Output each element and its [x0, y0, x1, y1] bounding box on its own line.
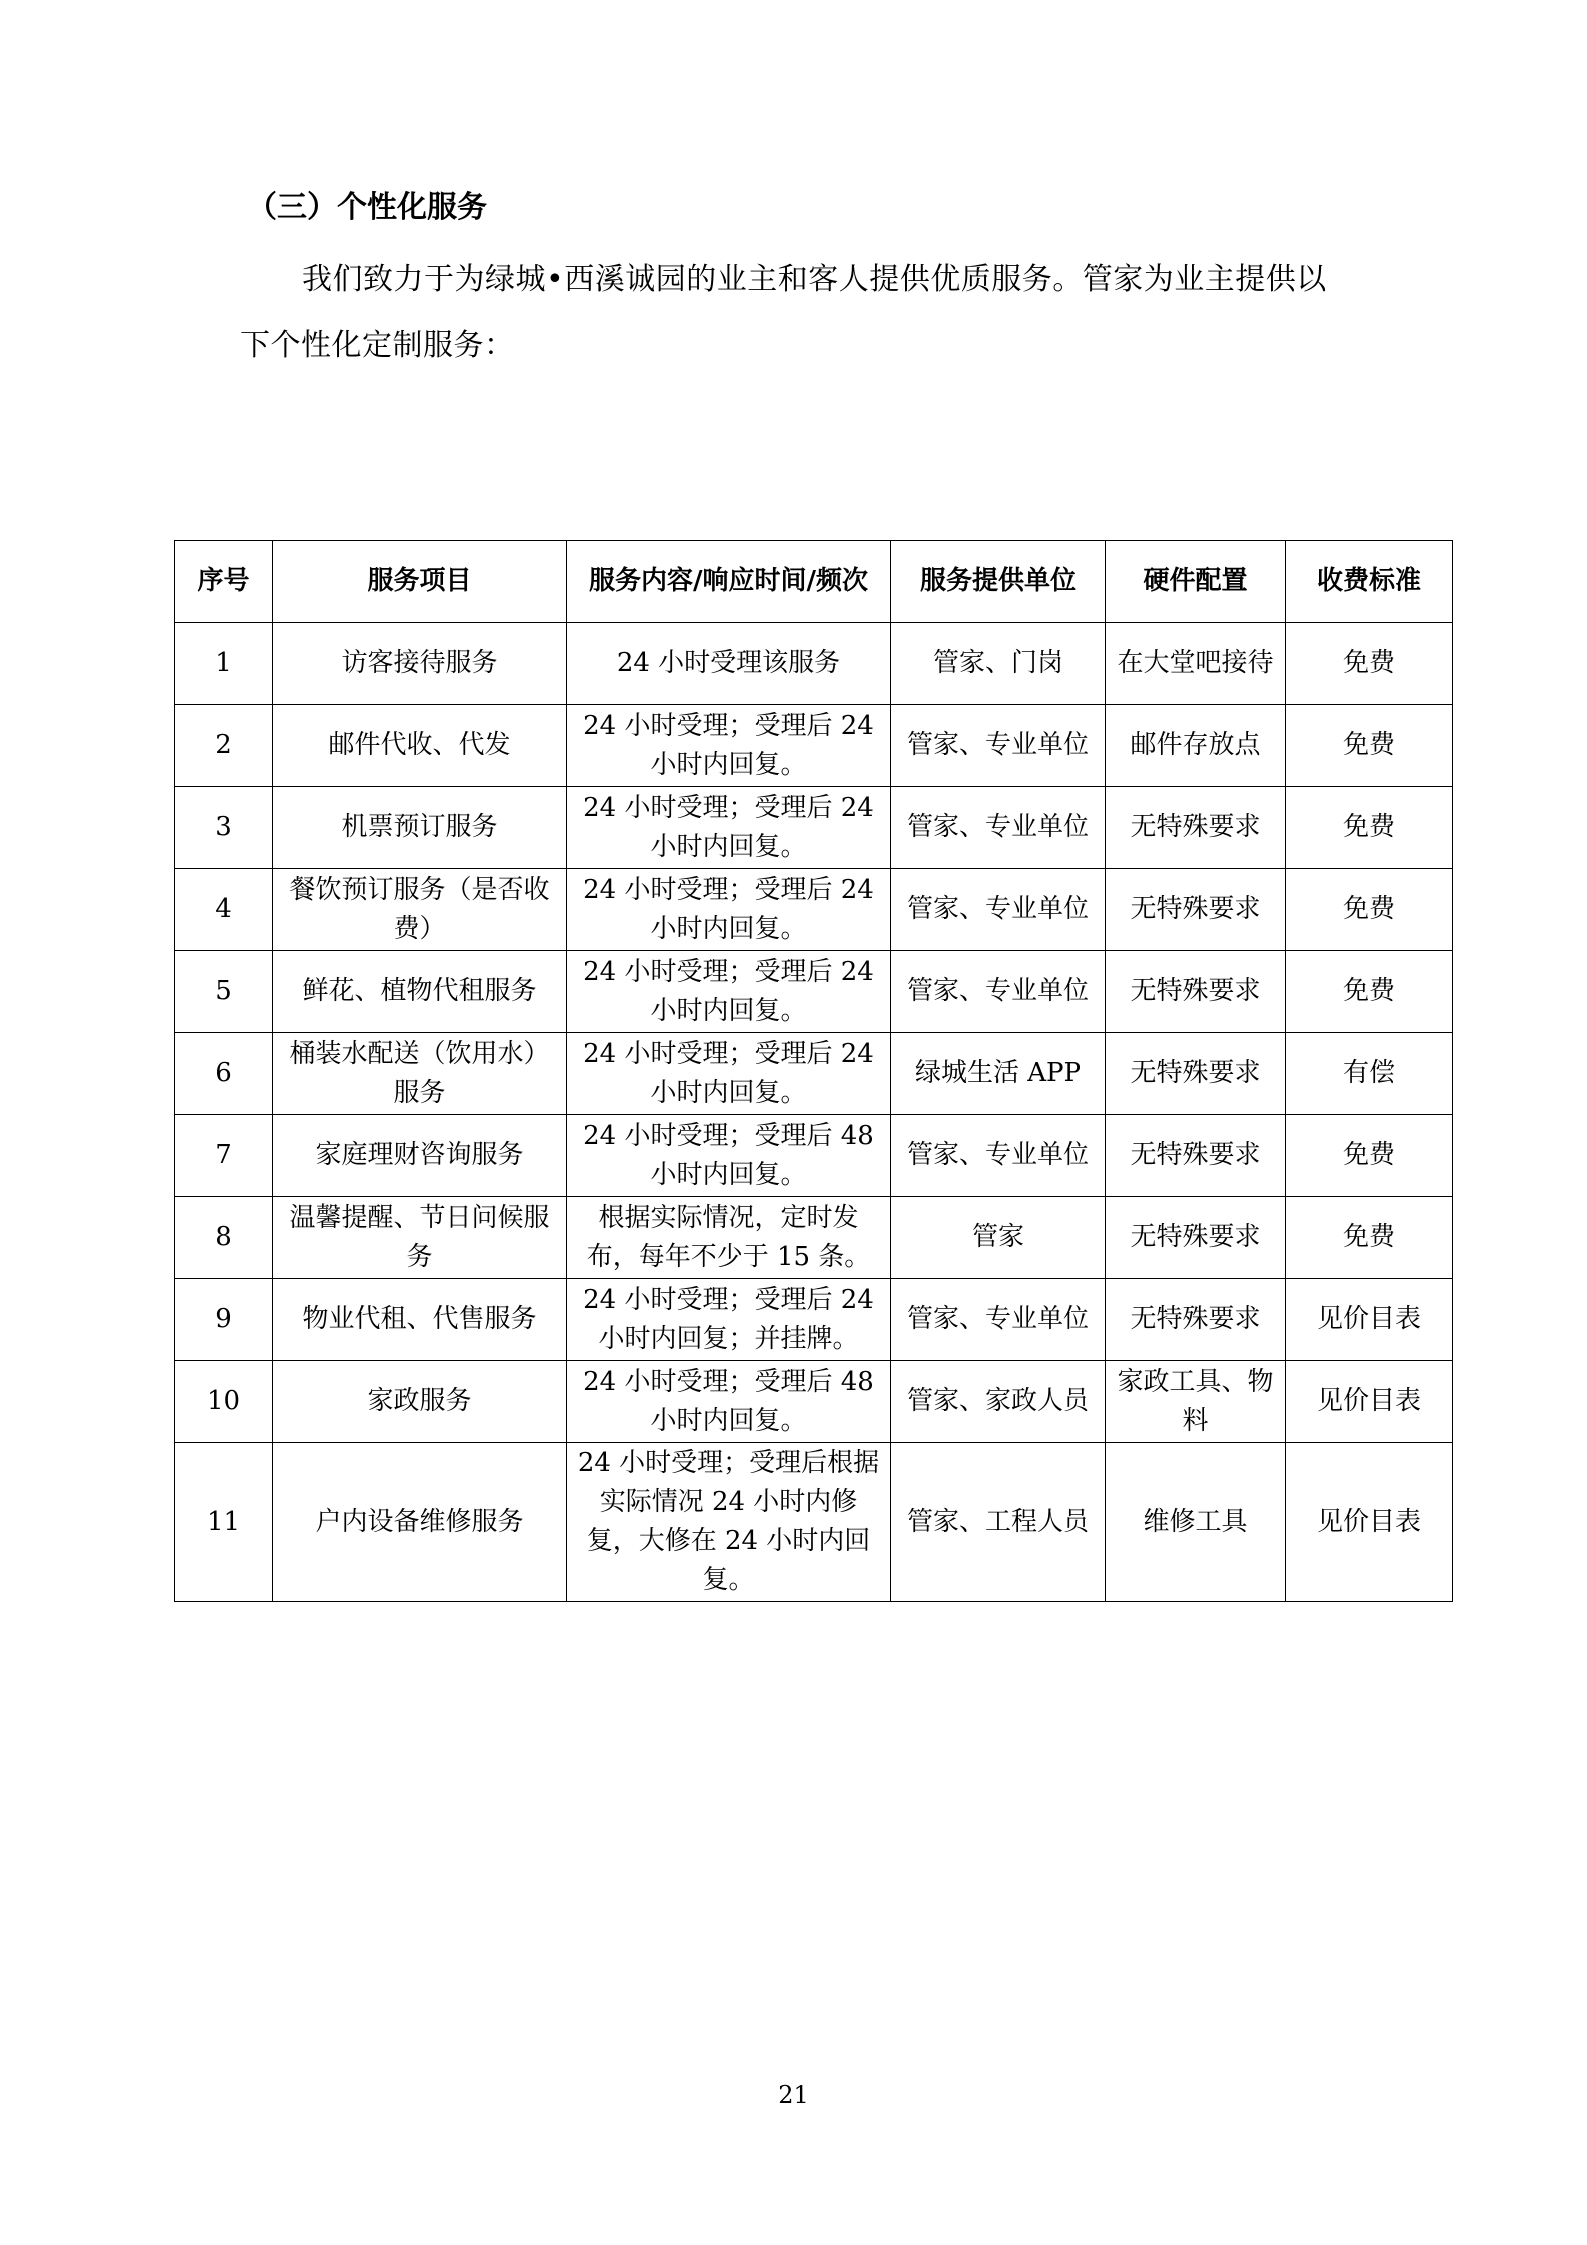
cell-fee: 免费	[1286, 951, 1453, 1033]
table-row	[175, 1197, 1453, 1279]
cell-index: 3	[175, 787, 273, 869]
page-number: 21	[778, 2081, 809, 2109]
cell-item: 访客接待服务	[273, 623, 567, 705]
cell-hardware: 无特殊要求	[1106, 787, 1286, 869]
cell-item: 鲜花、植物代租服务	[273, 951, 567, 1033]
cell-provider: 管家、工程人员	[891, 1443, 1106, 1602]
cell-index: 5	[175, 951, 273, 1033]
table-header	[175, 541, 1453, 623]
cell-item: 餐饮预订服务（是否收费）	[273, 869, 567, 951]
cell-hardware: 无特殊要求	[1106, 1197, 1286, 1279]
header-cell-index: 序号	[175, 541, 273, 623]
cell-fee: 免费	[1286, 623, 1453, 705]
table-row	[175, 787, 1453, 869]
cell-index: 11	[175, 1443, 273, 1602]
cell-provider: 管家、专业单位	[891, 951, 1106, 1033]
cell-content: 24 小时受理；受理后根据实际情况 24 小时内修复，大修在 24 小时内回复。	[567, 1443, 891, 1602]
cell-fee: 免费	[1286, 1115, 1453, 1197]
cell-item: 家政服务	[273, 1361, 567, 1443]
cell-hardware: 无特殊要求	[1106, 951, 1286, 1033]
cell-content: 24 小时受理；受理后 48 小时内回复。	[567, 1361, 891, 1443]
service-table	[174, 540, 1453, 1602]
cell-provider: 管家、专业单位	[891, 1279, 1106, 1361]
cell-provider: 绿城生活 APP	[891, 1033, 1106, 1115]
cell-hardware: 家政工具、物料	[1106, 1361, 1286, 1443]
cell-item: 桶装水配送（饮用水）服务	[273, 1033, 567, 1115]
cell-hardware: 无特殊要求	[1106, 869, 1286, 951]
cell-item: 温馨提醒、节日问候服务	[273, 1197, 567, 1279]
cell-item: 机票预订服务	[273, 787, 567, 869]
header-row	[175, 541, 1453, 623]
cell-hardware: 无特殊要求	[1106, 1115, 1286, 1197]
table-row	[175, 1279, 1453, 1361]
cell-hardware: 无特殊要求	[1106, 1279, 1286, 1361]
cell-fee: 免费	[1286, 787, 1453, 869]
table-row	[175, 705, 1453, 787]
cell-provider: 管家、家政人员	[891, 1361, 1106, 1443]
header-cell-fee: 收费标准	[1286, 541, 1453, 623]
table-row	[175, 951, 1453, 1033]
table-row	[175, 1033, 1453, 1115]
cell-provider: 管家、专业单位	[891, 787, 1106, 869]
cell-index: 2	[175, 705, 273, 787]
cell-item: 家庭理财咨询服务	[273, 1115, 567, 1197]
cell-content: 24 小时受理该服务	[567, 623, 891, 705]
header-cell-content: 服务内容/响应时间/频次	[567, 541, 891, 623]
header-cell-provider: 服务提供单位	[891, 541, 1106, 623]
cell-fee: 见价目表	[1286, 1443, 1453, 1602]
cell-index: 9	[175, 1279, 273, 1361]
intro-paragraph: 我们致力于为绿城•西溪诚园的业主和客人提供优质服务。管家为业主提供以下个性化定制服务：	[240, 262, 1327, 363]
cell-provider: 管家、专业单位	[891, 869, 1106, 951]
table-row	[175, 869, 1453, 951]
header-cell-hardware: 硬件配置	[1106, 541, 1286, 623]
header-cell-item: 服务项目	[273, 541, 567, 623]
table-row	[175, 1443, 1453, 1602]
cell-fee: 见价目表	[1286, 1361, 1453, 1443]
cell-index: 4	[175, 869, 273, 951]
cell-fee: 免费	[1286, 1197, 1453, 1279]
cell-index: 6	[175, 1033, 273, 1115]
cell-content: 24 小时受理；受理后 24 小时内回复。	[567, 1033, 891, 1115]
cell-fee: 有偿	[1286, 1033, 1453, 1115]
cell-provider: 管家、专业单位	[891, 705, 1106, 787]
table-row	[175, 623, 1453, 705]
cell-item: 户内设备维修服务	[273, 1443, 567, 1602]
cell-item: 邮件代收、代发	[273, 705, 567, 787]
cell-provider: 管家、专业单位	[891, 1115, 1106, 1197]
cell-provider: 管家	[891, 1197, 1106, 1279]
cell-index: 1	[175, 623, 273, 705]
cell-hardware: 无特殊要求	[1106, 1033, 1286, 1115]
cell-provider: 管家、门岗	[891, 623, 1106, 705]
cell-content: 24 小时受理；受理后 24 小时内回复。	[567, 951, 891, 1033]
cell-content: 根据实际情况，定时发布，每年不少于 15 条。	[567, 1197, 891, 1279]
cell-content: 24 小时受理；受理后 24 小时内回复。	[567, 705, 891, 787]
table-body	[175, 623, 1453, 1602]
cell-fee: 免费	[1286, 705, 1453, 787]
cell-item: 物业代租、代售服务	[273, 1279, 567, 1361]
cell-content: 24 小时受理；受理后 24 小时内回复；并挂牌。	[567, 1279, 891, 1361]
section-heading: （三）个性化服务	[247, 190, 487, 225]
cell-hardware: 邮件存放点	[1106, 705, 1286, 787]
cell-content: 24 小时受理；受理后 24 小时内回复。	[567, 787, 891, 869]
cell-index: 7	[175, 1115, 273, 1197]
cell-content: 24 小时受理；受理后 24 小时内回复。	[567, 869, 891, 951]
cell-content: 24 小时受理；受理后 48 小时内回复。	[567, 1115, 891, 1197]
table-row	[175, 1361, 1453, 1443]
cell-index: 10	[175, 1361, 273, 1443]
cell-hardware: 在大堂吧接待	[1106, 623, 1286, 705]
cell-hardware: 维修工具	[1106, 1443, 1286, 1602]
cell-fee: 见价目表	[1286, 1279, 1453, 1361]
cell-fee: 免费	[1286, 869, 1453, 951]
cell-index: 8	[175, 1197, 273, 1279]
table-row	[175, 1115, 1453, 1197]
